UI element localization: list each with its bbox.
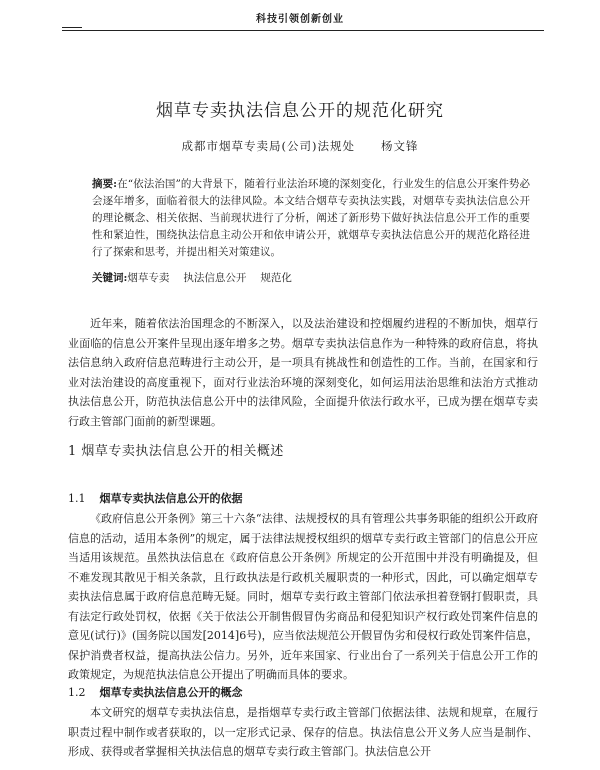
- author-name: 杨文锋: [380, 139, 419, 153]
- abstract-text: 在“依法治国”的大背景下，随着行业法治环境的深刻变化，行业发生的信息公开案件势必会逐年增多，面临着很大的法律风险。本文结合烟草专卖执法实践，对烟草专卖执法信息公开的理论概念、相关依据、当前现状进行了分析，阐述了新形势下做好执法信息公开工作的重要性和紧迫性，围绕执法信息主动公开和依申请公开，就烟草专卖执法信息公开的规范化路径进行了探索和思考，并提出相关对策建议。: [92, 178, 530, 258]
- keywords-label: 关键词:: [92, 272, 128, 284]
- keyword: 烟草专卖: [127, 272, 170, 284]
- abstract-label: 摘要:: [92, 178, 118, 190]
- keyword: 执法信息公开: [183, 272, 247, 284]
- byline: [0, 138, 600, 154]
- intro-paragraph: 近年来，随着依法治国理念的不断深入，以及法治建设和控烟履约进程的不断加快，烟草行业面临的信息公开案件呈现出逐年增多之势。烟草专卖执法信息作为一种特殊的政府信息，将执法信息纳入政府信息范畴进行主动公开，是一项具有挑战性和创造性的工作。当前，在国家和行业对法治建设的高度重视下，面对行业法治环境的深刻变化，如何运用法治思维和法治方式推动执法信息公开，防范执法信息公开中的法律风险，全面提升依法行政水平，已成为摆在烟草专卖行政主管部门面前的新型课题。: [68, 317, 538, 428]
- abstract: [92, 176, 530, 261]
- article-title: 烟草专卖执法信息公开的规范化研究: [156, 101, 444, 121]
- running-header: 科技引领创新创业: [256, 14, 344, 25]
- body-paragraph: 本文研究的烟草专卖执法信息，是指烟草专卖行政主管部门依据法律、法规和规章，在履行职责过程中制作或者获取的，以一定形式记录、保存的信息。执法信息公开义务人应当是制作、形成、获得或者掌握相关执法信息的烟草专卖行政主管部门。执法信息公开: [68, 706, 538, 758]
- subsection-number: 1.1: [68, 492, 86, 505]
- section-title: 烟草专卖执法信息公开的相关概述: [81, 444, 284, 459]
- header-rule-mark: [62, 27, 82, 28]
- section-number: 1: [68, 444, 77, 459]
- section-heading: [68, 440, 538, 459]
- subsection-heading: [68, 684, 538, 700]
- header-rule: [62, 30, 544, 31]
- affiliation: 成都市烟草专卖局(公司)法规处: [181, 139, 355, 153]
- subsection-heading: [68, 490, 538, 506]
- keyword: 规范化: [260, 272, 292, 284]
- subsection-title: 烟草专卖执法信息公开的依据: [99, 492, 243, 505]
- body-paragraph: 《政府信息公开条例》第三十六条“法律、法规授权的具有管理公共事务职能的组织公开政府信息的活动，适用本条例”的规定，属于法律法规授权组织的烟草专卖行政主管部门的信息公开应当适用该规范。虽然执法信息在《政府信息公开条例》所规定的公开范围中并没有明确提及，但不难发现其散见于相关条款，且行政执法是行政机关履职责的一种形式，因此，可以确定烟草专卖执法信息属于政府信息范畴无疑。同时，烟草专卖行政主管部门依法承担着登钢打假职责，具有法定行政处罚权，依据《关于依法公开制售假冒伪劣商品和侵犯知识产权行政处罚案件信息的意见(试行)》(国务院以国发[2014]6号)，应当依法规范公开假冒伪劣和侵权行政处罚案件信息，保护消费者权益，提高执法公信力。另外，近年来国家、行业出台了一系列关于信息公开工作的政策规定，为规范执法信息公开提出了明确而具体的要求。: [68, 512, 538, 681]
- subsection-title: 烟草专卖执法信息公开的概念: [99, 686, 243, 699]
- keywords: [92, 270, 530, 287]
- subsection-number: 1.2: [68, 686, 86, 699]
